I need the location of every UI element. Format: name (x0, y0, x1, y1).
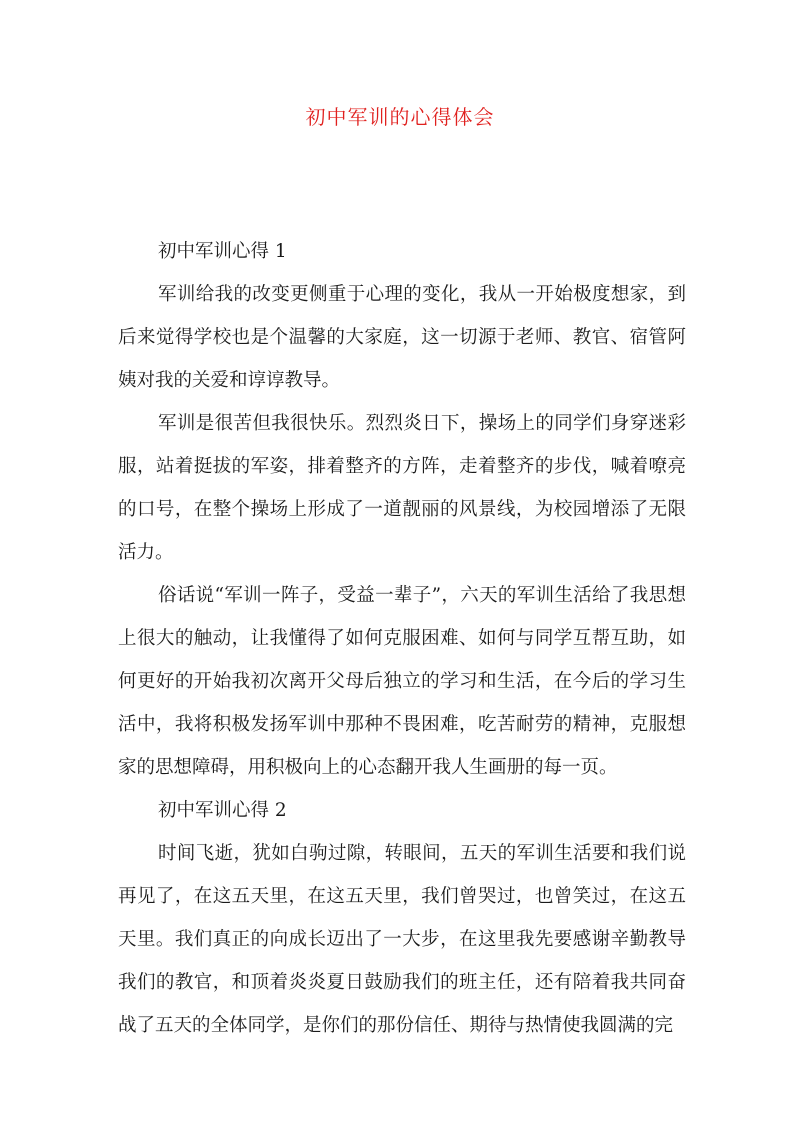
paragraph: 军训给我的改变更侧重于心理的变化，我从一开始极度想家，到后来觉得学校也是个温馨的大家庭，这一切源于老师、教官、宿管阿姨对我的关爱和谆谆教导。 (118, 284, 686, 391)
paragraph: 时间飞逝，犹如白驹过隙，转眼间，五天的军训生活要和我们说再见了，在这五天里，在这五天里，我们曾哭过，也曾笑过，在这五天里。我们真正的向成长迈出了一大步，在这里我先要感谢辛勤教导我们的教官，和顶着炎炎夏日鼓励我们的班主任，还有陪着我共同奋战了五天的全体同学，是你们的那份信任、期待与热情使我圆满的完 (118, 843, 686, 1036)
section-heading: 初中军训心得 1 (158, 241, 287, 262)
document-title: 初中军训的心得体会 (305, 105, 495, 129)
paragraph: 军训是很苦但我很快乐。烈烈炎日下，操场上的同学们身穿迷彩服，站着挺拔的军姿，排着整齐的方阵，走着整齐的步伐，喊着嘹亮的口号，在整个操场上形成了一道靓丽的风景线，为校园增添了无限活力。 (118, 413, 686, 563)
paragraph: 俗话说“军训一阵子，受益一辈子”，六天的军训生活给了我思想上很大的触动，让我懂得了如何克服困难、如何与同学互帮互助，如何更好的开始我初次离开父母后独立的学习和生活，在今后的学习生活中，我将积极发扬军训中那种不畏困难，吃苦耐劳的精神，克服想家的思想障碍，用积极向上的心态翻开我人生画册的每一页。 (118, 585, 686, 778)
section-heading: 初中军训心得 2 (158, 800, 287, 821)
document-body (118, 230, 686, 1047)
